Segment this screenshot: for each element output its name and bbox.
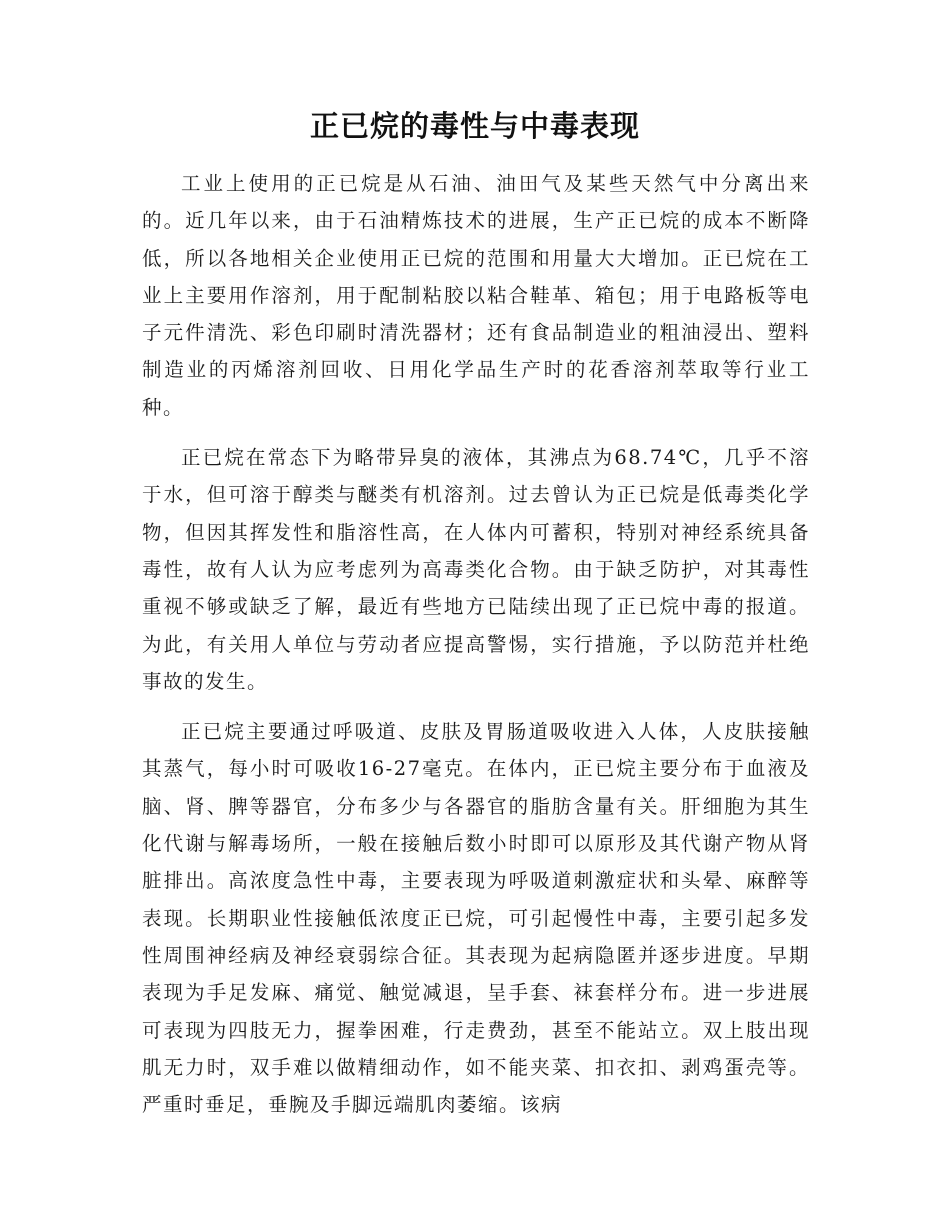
paragraph-1: 工业上使用的正已烷是从石油、油田气及某些天然气中分离出来的。近几年以来，由于石油精炼技术的进展，生产正已烷的成本不断降低，所以各地相关企业使用正已烷的范围和用量大大增加。正已烷在工业上主要用作溶剂，用于配制粘胶以粘合鞋革、箱包；用于电路板等电子元件清洗、彩色印刷时清洗器材；还有食品制造业的粗油浸出、塑料制造业的丙烯溶剂回收、日用化学品生产时的花香溶剂萃取等行业工种。 [142, 172, 810, 419]
paragraph-3: 正已烷主要通过呼吸道、皮肤及胃肠道吸收进入人体，人皮肤接触其蒸气，每小时可吸收16-27毫克。在体内，正已烷主要分布于血液及脑、肾、脾等器官，分布多少与各器官的脂肪含量有关。肝细胞为其生化代谢与解毒场所，一般在接触后数小时即可以原形及其代谢产物从肾脏排出。高浓度急性中毒，主要表现为呼吸道刺激症状和头晕、麻醉等表现。长期职业性接触低浓度正已烷，可引起慢性中毒，主要引起多发性周围神经病及神经衰弱综合征。其表现为起病隐匿并逐步进度。早期表现为手足发麻、痛觉、触觉减退，呈手套、袜套样分布。进一步进展可表现为四肢无力，握拳困难，行走费劲，甚至不能站立。双上肢出现肌无力时，双手难以做精细动作，如不能夹菜、扣衣扣、剥鸡蛋壳等。严重时垂足，垂腕及手脚远端肌肉萎缩。该病 [142, 720, 810, 1117]
paragraph-2: 正已烷在常态下为略带异臭的液体，其沸点为68.74℃，几乎不溶于水，但可溶于醇类与醚类有机溶剂。过去曾认为正已烷是低毒类化学物，但因其挥发性和脂溶性高，在人体内可蓄积，特别对神经系统具备毒性，故有人认为应考虑列为高毒类化合物。由于缺乏防护，对其毒性重视不够或缺乏了解，最近有些地方已陆续出现了正已烷中毒的报道。为此，有关用人单位与劳动者应提高警惕，实行措施，予以防范并杜绝事故的发生。 [142, 446, 810, 693]
document-title: 正已烷的毒性与中毒表现 [309, 109, 640, 143]
document-body [142, 165, 810, 1136]
